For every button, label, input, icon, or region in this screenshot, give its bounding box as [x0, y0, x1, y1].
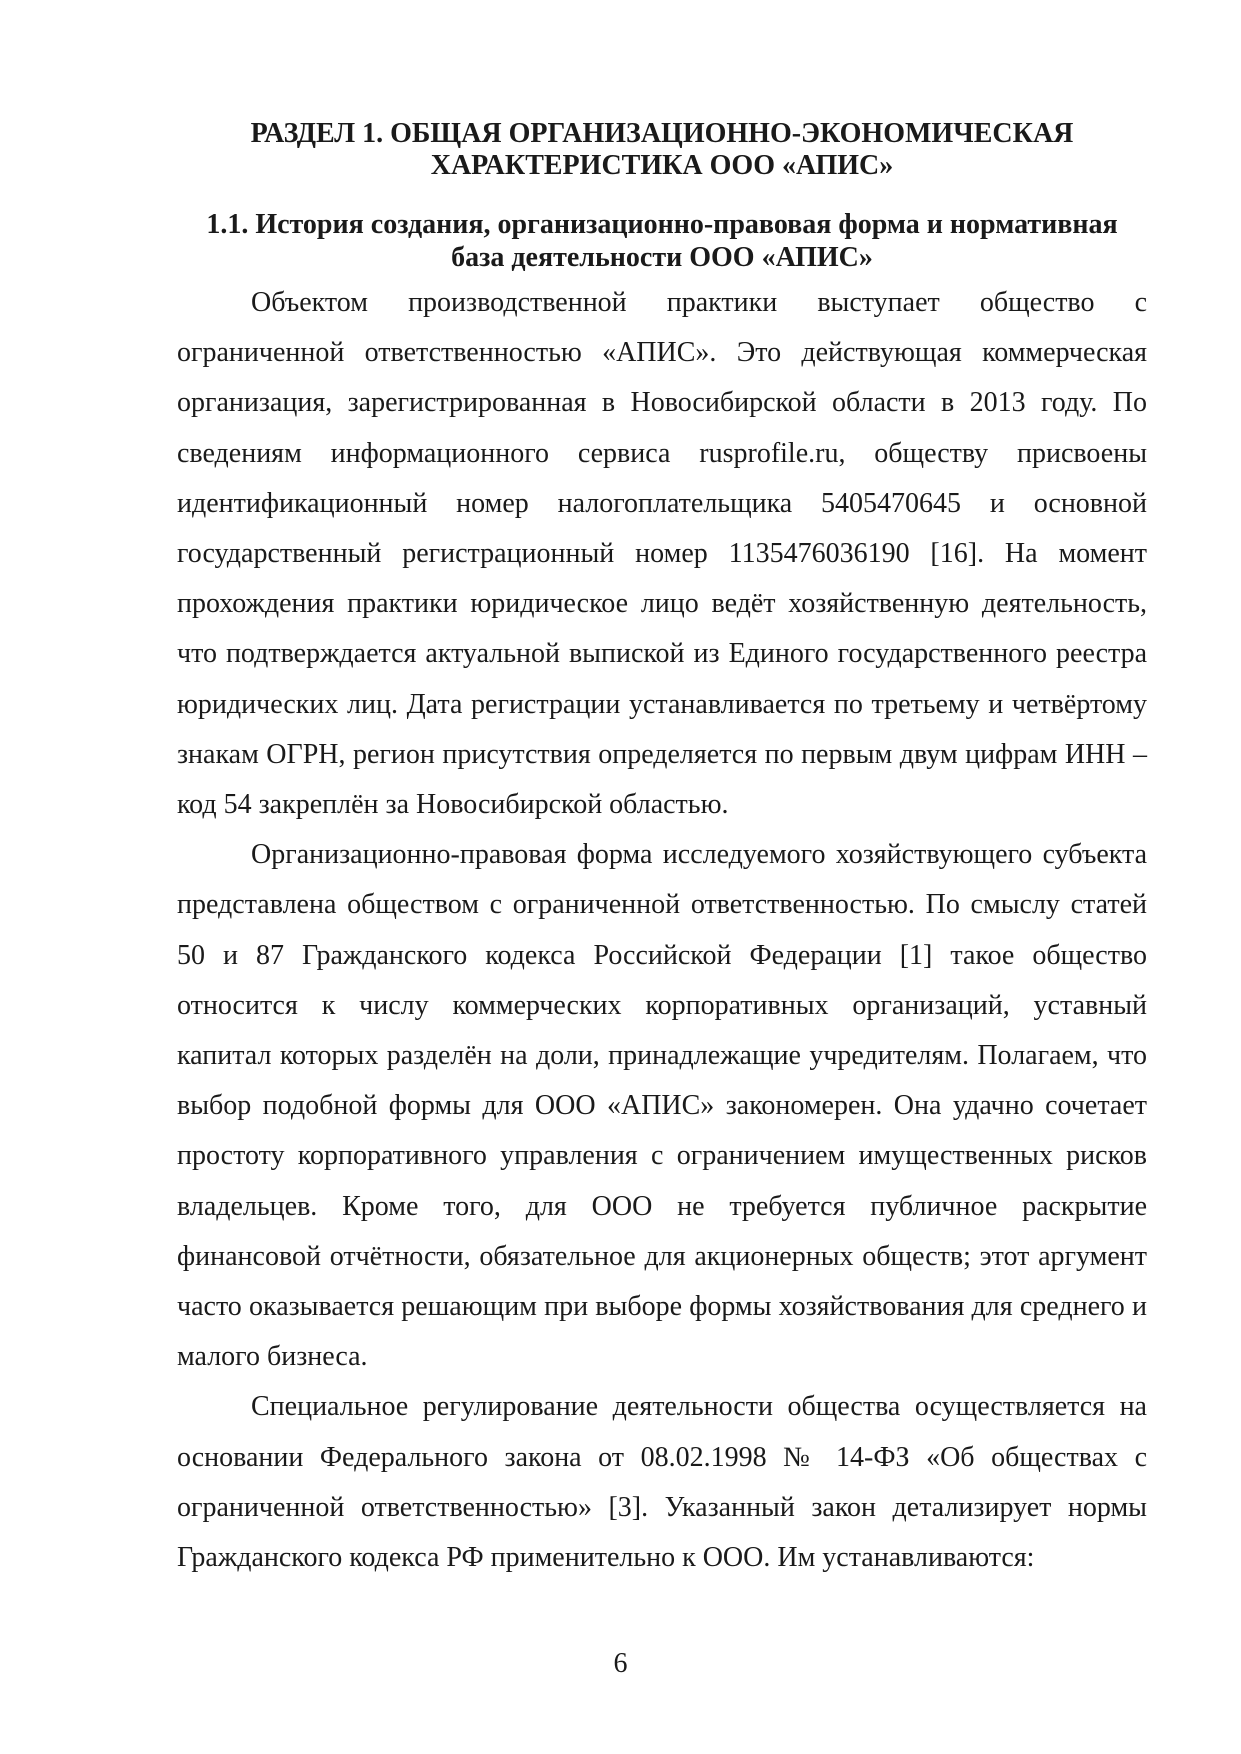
chapter-title — [177, 118, 1147, 182]
document-page — [177, 118, 1147, 1583]
page-number: 6 — [613, 1648, 628, 1679]
section-title-line-1: 1.1. История создания, организационно-правовая форма и нормативная — [206, 209, 1118, 240]
chapter-title-line-1: РАЗДЕЛ 1. ОБЩАЯ ОРГАНИЗАЦИОННО-ЭКОНОМИЧЕСКАЯ — [250, 118, 1074, 149]
paragraph-3: Специальное регулирование деятельности общества осуществляется на основании Федерального закона от 08.02.1998 № 14-ФЗ «Об обществах с ограниченной ответственностью» [3]. Указанный закон детализирует нормы Гражданского кодекса РФ применительно к ООО. Им устанавливаются: — [177, 1391, 1147, 1574]
paragraph-1: Объектом производственной практики выступает общество с ограниченной ответственностью «АПИС». Это действующая коммерческая организация, зарегистрированная в Новосибирской области в 2013 году. По сведениям информационного сервиса rusprofile.ru, обществу присвоены идентификационный номер налогоплательщика 5405470645 и основной государственный регистрационный номер 1135476036190 [16]. На момент прохождения практики юридическое лицо ведёт хозяйственную деятельность, что подтверждается актуальной выпиской из Единого государственного реестра юридических лиц. Дата регистрации устанавливается по третьему и четвёртому знакам ОГРН, регион присутствия определяется по первым двум цифрам ИНН – код 54 закреплён за Новосибирской областью. — [177, 287, 1147, 821]
section-title-line-2: база деятельности ООО «АПИС» — [451, 242, 873, 273]
chapter-title-line-2: ХАРАКТЕРИСТИКА ООО «АПИС» — [430, 150, 894, 181]
section-title — [177, 208, 1147, 274]
paragraph-2: Организационно-правовая форма исследуемого хозяйствующего субъекта представлена обществом с ограниченной ответственностью. По смыслу статей 50 и 87 Гражданского кодекса Российской Федерации [1] такое общество относится к числу коммерческих корпоративных организаций, уставный капитал которых разделён на доли, принадлежащие учредителям. Полагаем, что выбор подобной формы для ООО «АПИС» закономерен. Она удачно сочетает простоту корпоративного управления с ограничением имущественных рисков владельцев. Кроме того, для ООО не требуется публичное раскрытие финансовой отчётности, обязательное для акционерных обществ; этот аргумент часто оказывается решающим при выборе формы хозяйствования для среднего и малого бизнеса. — [177, 839, 1147, 1373]
